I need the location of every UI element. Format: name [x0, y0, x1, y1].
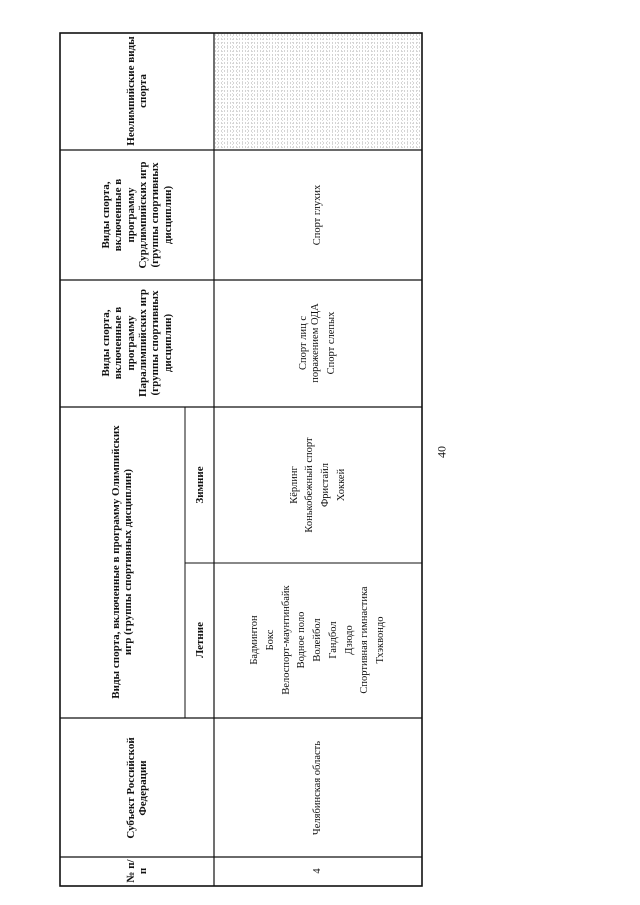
row-subject: Челябинская область	[312, 740, 324, 836]
list-item: Тхэквондо	[375, 616, 387, 664]
header-num: № п/п	[124, 859, 149, 883]
header-paralympic: Виды спорта, включенные в программу Паралимпийских игр (группы спортивных дисциплин)	[100, 288, 174, 398]
list-item: Велоспорт-маунтинбайк	[280, 585, 292, 695]
list-item: Водное поло	[296, 611, 308, 669]
list-item: Бокс	[264, 629, 276, 651]
surdlympic-sports-list	[215, 152, 421, 278]
list-item: Спортивная гимнастика	[359, 586, 371, 694]
paralympic-sports-list	[215, 281, 421, 405]
list-item: Волейбол	[312, 618, 324, 662]
page-number: 40	[434, 446, 449, 458]
list-item: Конькобежный спорт	[304, 437, 316, 533]
header-summer: Летние	[193, 622, 206, 658]
list-item: Гандбол	[327, 621, 339, 659]
list-item: Спорт глухих	[312, 184, 324, 246]
header-subject: Субъект Российской Федерации	[124, 737, 149, 839]
header-olympic: Виды спорта, включенные в программу Олимпийских игр (группы спортивных дисциплин)	[109, 425, 134, 699]
list-item: Кёрлинг	[288, 466, 300, 504]
list-item: Спорт лиц с поражением ОДА	[298, 303, 322, 383]
list-item: Спорт слепых	[325, 311, 337, 375]
list-item: Дзюдо	[343, 625, 355, 655]
nonolympic-cell	[215, 34, 421, 148]
summer-sports-list	[215, 565, 421, 715]
row-num: 4	[312, 868, 324, 874]
list-item: Хоккей	[335, 468, 347, 502]
list-item: Бадминтон	[249, 615, 261, 665]
winter-sports-list	[215, 410, 421, 560]
header-winter: Зимние	[193, 466, 206, 504]
header-surdlympic: Виды спорта, включенные в программу Сурдлимпийских игр (группы спортивных дисциплин)	[100, 161, 174, 269]
header-nonolympic: Неолимпийские виды спорта	[124, 36, 149, 146]
list-item: Фристайл	[320, 462, 331, 508]
